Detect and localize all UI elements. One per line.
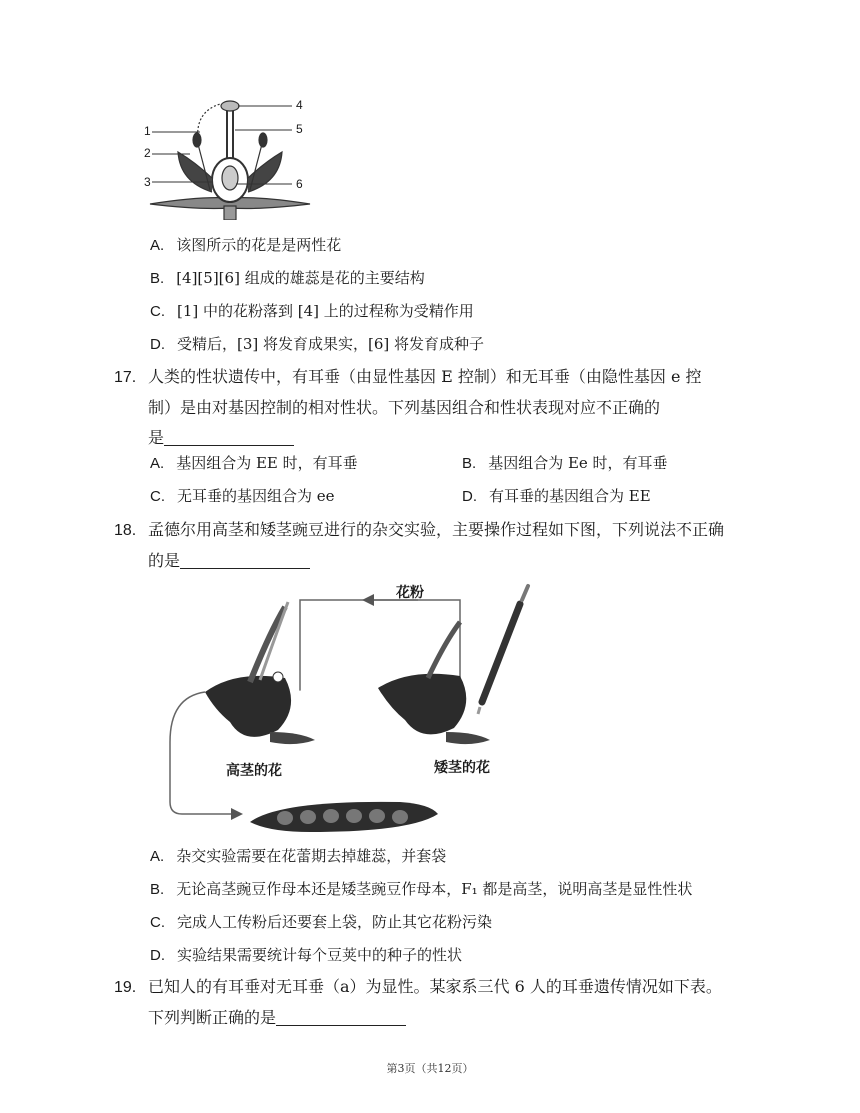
figure-label-4: 4	[296, 98, 303, 112]
q17-answer-blank[interactable]	[164, 427, 294, 446]
pollen-label: 花粉	[396, 585, 424, 601]
flower-structure-figure	[140, 92, 320, 220]
figure-label-5: 5	[296, 122, 303, 136]
figure-label-1: 1	[144, 124, 151, 138]
q19-answer-blank[interactable]	[276, 1007, 406, 1026]
q17-number: 17.	[114, 369, 137, 386]
pea-pod-drawing	[250, 802, 438, 832]
q17-option-b: B. 基因组合为 Ee 时，有耳垂	[462, 454, 668, 472]
short-stem-flower-drawing	[378, 586, 528, 744]
q17-option-a: A. 基因组合为 EE 时，有耳垂	[150, 454, 358, 472]
short-stem-flower-label: 矮茎的花	[434, 760, 490, 776]
q16-option-c: C. [1] 中的花粉落到 [4] 上的过程称为受精作用	[150, 302, 474, 320]
q18-number: 18.	[114, 522, 137, 539]
q19-stem: 19. 已知人的有耳垂对无耳垂（a）为显性。某家系三代 6 人的耳垂遗传情况如下表。 下列判断正确的是	[114, 972, 794, 1033]
q16-option-d: D. 受精后，[3] 将发育成果实，[6] 将发育成种子	[150, 335, 485, 353]
q18-stem: 18. 孟德尔用高茎和矮茎豌豆进行的杂交实验，主要操作过程如下图，下列说法不正确 的是	[114, 515, 774, 576]
page-footer: 第3页（共12页）	[386, 1062, 474, 1075]
q18-option-a: A. 杂交实验需要在花蕾期去掉雄蕊，并套袋	[150, 847, 447, 865]
q17-option-d: D. 有耳垂的基因组合为 EE	[462, 487, 651, 505]
q16-option-a: A. 该图所示的花是是两性花	[150, 236, 342, 254]
q18-option-d: D. 实验结果需要统计每个豆荚中的种子的性状	[150, 946, 463, 964]
q19-number: 19.	[114, 979, 137, 996]
tall-stem-flower-label: 高茎的花	[226, 763, 282, 779]
q18-answer-blank[interactable]	[180, 550, 310, 569]
q18-option-b: B. 无论高茎豌豆作母本还是矮茎豌豆作母本，F₁ 都是高茎，说明高茎是显性性状	[150, 880, 693, 898]
q17-option-c: C. 无耳垂的基因组合为 ee	[150, 487, 335, 505]
mendel-cross-figure	[160, 582, 540, 834]
figure-label-2: 2	[144, 146, 151, 160]
figure-label-6: 6	[296, 177, 303, 191]
q18-option-c: C. 完成人工传粉后还要套上袋，防止其它花粉污染	[150, 913, 493, 931]
q16-option-b: B. [4][5][6] 组成的雄蕊是花的主要结构	[150, 269, 425, 287]
tall-stem-flower-drawing	[205, 602, 315, 744]
figure-label-3: 3	[144, 175, 151, 189]
q17-stem: 17. 人类的性状遗传中，有耳垂（由显性基因 E 控制）和无耳垂（由隐性基因 e 控 制）是由对基因控制的相对性状。下列基因组合和性状表现对应不正确的 是	[114, 362, 774, 453]
